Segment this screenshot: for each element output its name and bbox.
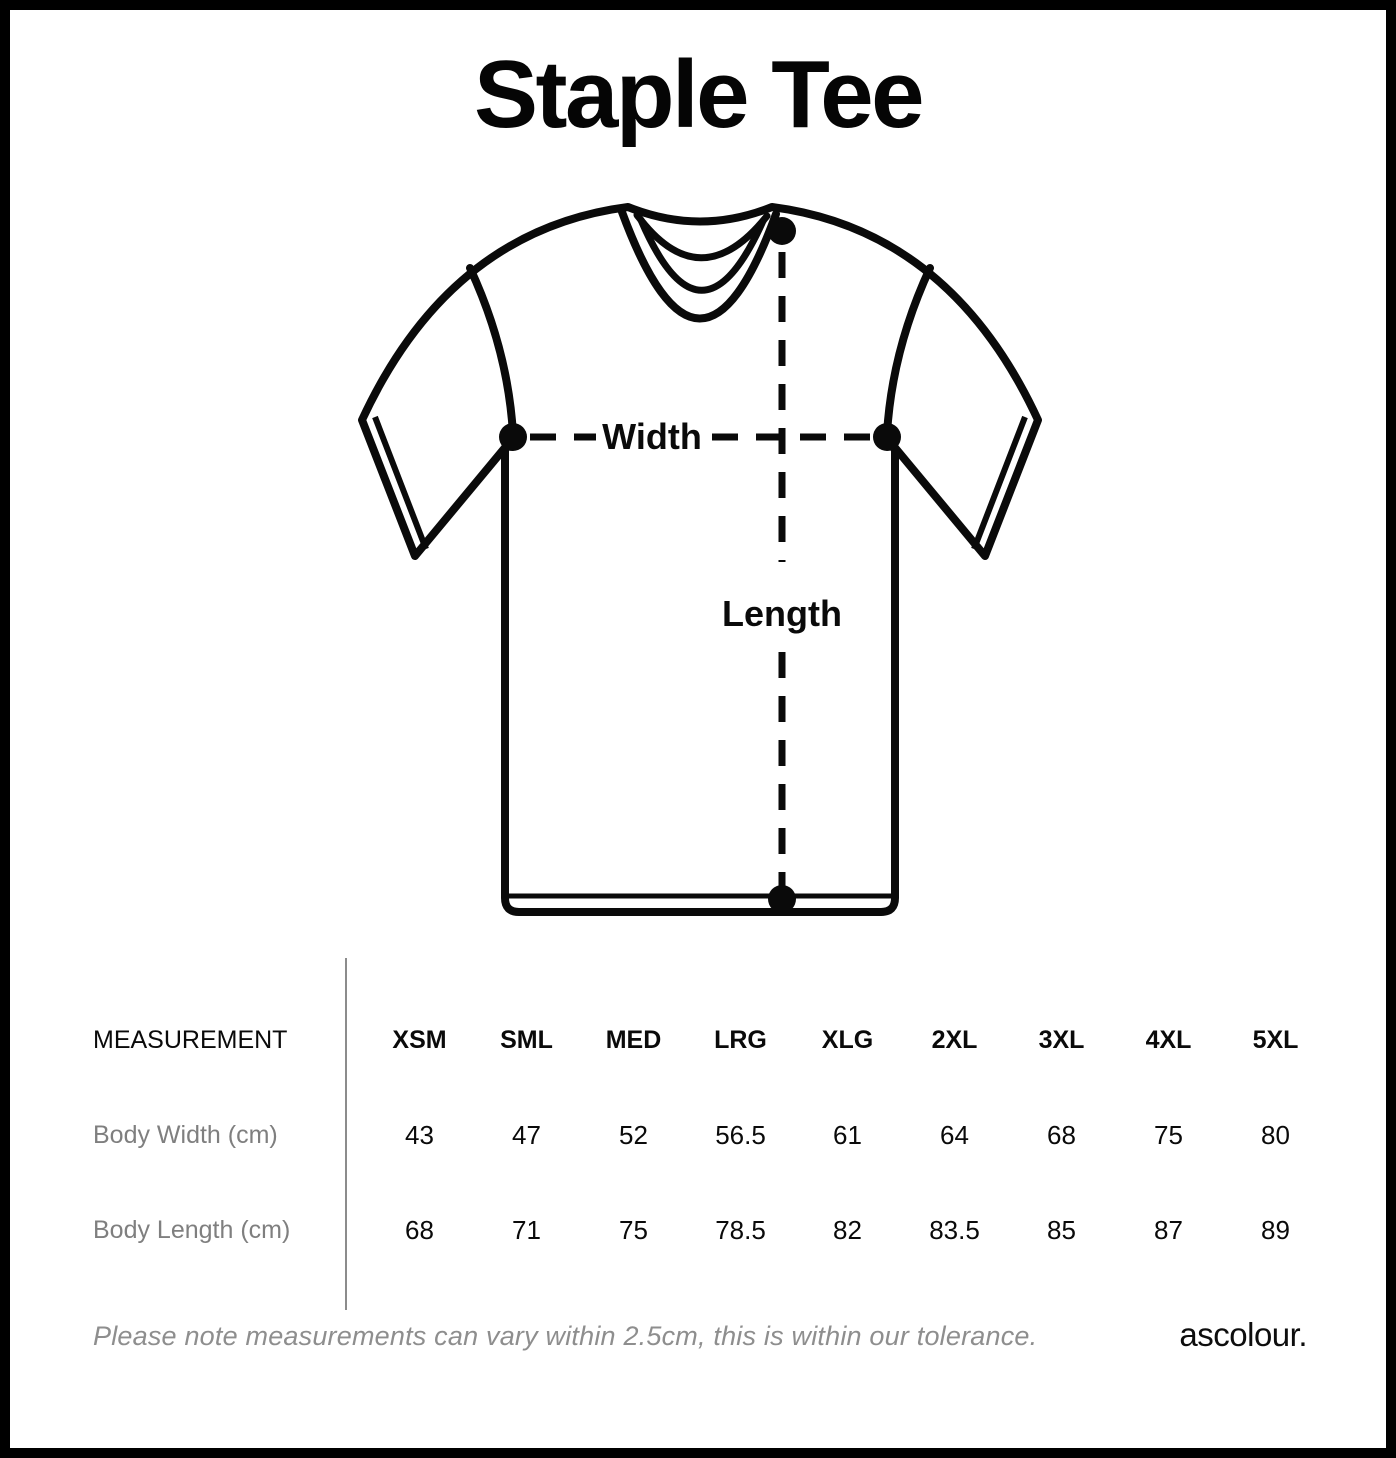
body-length-value-xsm: 68 bbox=[405, 1215, 434, 1245]
page-title: Staple Tee bbox=[473, 41, 923, 148]
shoulder-point-dot bbox=[768, 217, 796, 245]
length-label: Length bbox=[722, 593, 842, 634]
right-armpit-point-dot bbox=[873, 423, 901, 451]
size-header-4xl: 4XL bbox=[1145, 1026, 1192, 1054]
body-width-value-3xl: 68 bbox=[1047, 1120, 1076, 1150]
size-header-lrg: LRG bbox=[714, 1026, 767, 1054]
size-table bbox=[56, 993, 1329, 1278]
body-length-value-3xl: 85 bbox=[1047, 1215, 1076, 1245]
body-length-value-2xl: 83.5 bbox=[929, 1215, 980, 1245]
body-width-value-xlg: 61 bbox=[833, 1120, 862, 1150]
size-header-xlg: XLG bbox=[821, 1026, 874, 1054]
tshirt-diagram bbox=[340, 190, 1060, 930]
body-length-value-4xl: 87 bbox=[1154, 1215, 1183, 1245]
body-width-value-5xl: 80 bbox=[1261, 1120, 1290, 1150]
body-length-value-5xl: 89 bbox=[1261, 1215, 1290, 1245]
body-width-value-sml: 47 bbox=[512, 1120, 541, 1150]
left-armpit-point-dot bbox=[499, 423, 527, 451]
size-header-5xl: 5XL bbox=[1252, 1026, 1299, 1054]
body-width-value-lrg: 56.5 bbox=[715, 1120, 766, 1150]
body-length-value-sml: 71 bbox=[512, 1215, 541, 1245]
row-label-body-length: Body Length (cm) bbox=[93, 1216, 291, 1244]
size-header-xsm: XSM bbox=[392, 1026, 447, 1054]
measurement-column-header: MEASUREMENT bbox=[93, 1026, 288, 1054]
hem-point-dot bbox=[768, 885, 796, 913]
body-width-value-4xl: 75 bbox=[1154, 1120, 1183, 1150]
size-header-2xl: 2XL bbox=[931, 1026, 978, 1054]
width-label: Width bbox=[602, 416, 702, 457]
body-width-value-xsm: 43 bbox=[405, 1120, 434, 1150]
body-width-value-med: 52 bbox=[619, 1120, 648, 1150]
tolerance-note: Please note measurements can vary within 2.5cm, this is within our tolerance. bbox=[93, 1321, 1038, 1351]
body-length-value-med: 75 bbox=[619, 1215, 648, 1245]
size-header-sml: SML bbox=[500, 1026, 553, 1054]
size-header-med: MED bbox=[605, 1026, 662, 1054]
body-length-value-xlg: 82 bbox=[833, 1215, 862, 1245]
body-length-value-lrg: 78.5 bbox=[715, 1215, 766, 1245]
tshirt-outline-icon bbox=[362, 207, 1038, 912]
size-header-3xl: 3XL bbox=[1038, 1026, 1085, 1054]
brand-logo: ascolour. bbox=[1179, 1316, 1307, 1353]
body-width-value-2xl: 64 bbox=[940, 1120, 969, 1150]
row-label-body-width: Body Width (cm) bbox=[93, 1121, 278, 1149]
